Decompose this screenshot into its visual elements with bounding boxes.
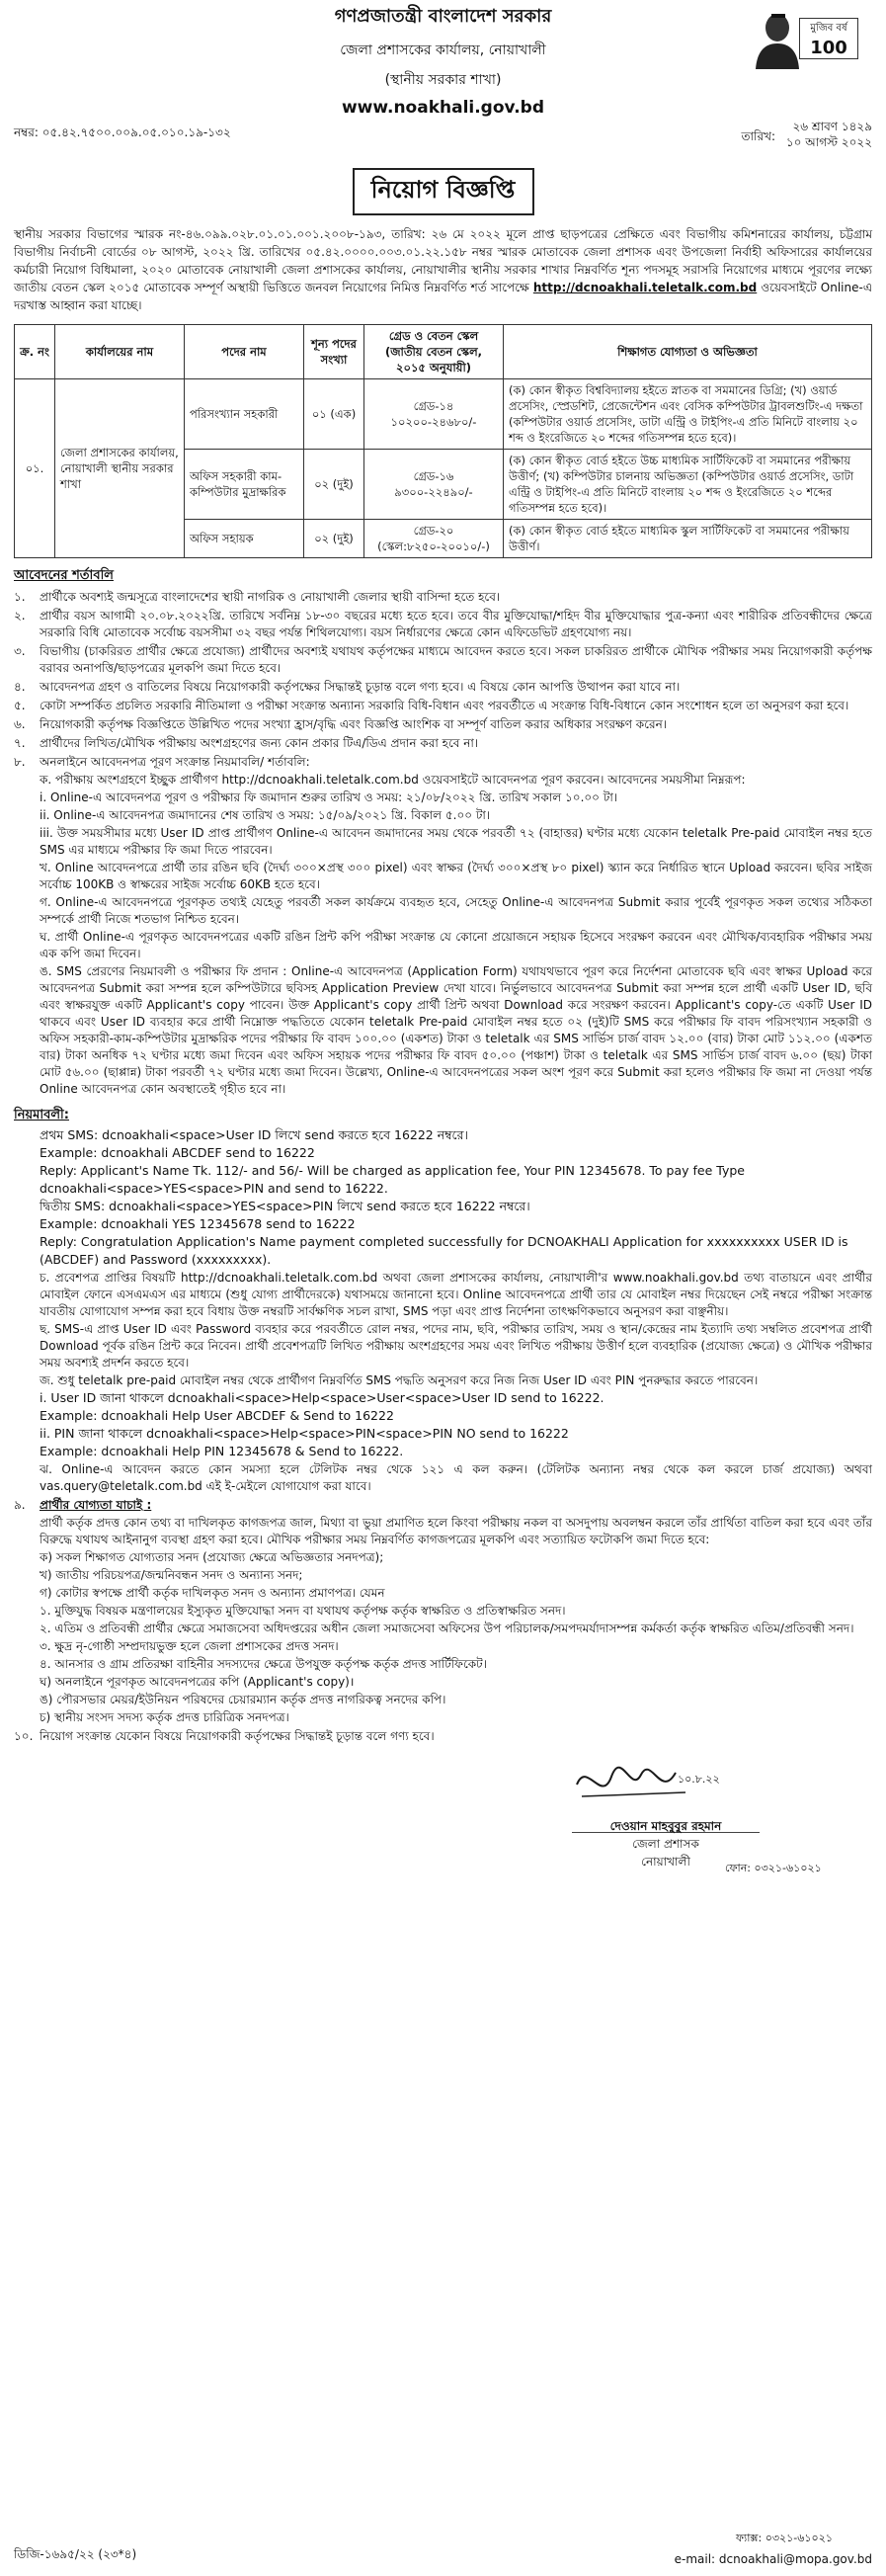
grade-text: গ্রেড-২০ (413, 524, 454, 538)
verification-item: ঘ) অনলাইনে পূরণকৃত আবেদনপত্রের কপি (Applicant's copy)। (40, 1675, 355, 1689)
condition-item (14, 735, 872, 752)
memo-number: নম্বর: ০৫.৪২.৭৫০০.০০৯.০৫.০১০.১৯-১৩২ (14, 125, 231, 139)
date-box (741, 119, 872, 150)
verification-item: চ) স্থানীয় সংসদ সদস্য কর্তৃক প্রদত্ত চারিত্রিক সনদপত্র। (40, 1710, 289, 1724)
sms-line: জ. শুধু teletalk pre-paid মোবাইল নম্বর থেকে প্রার্থীগণ নিম্নবর্ণিত SMS পদ্ধতি অনুসরণ করে নিজ নিজ User ID এবং PIN পুনরুদ্ধার করতে পারবেন। (40, 1373, 759, 1387)
verification-heading-row (14, 1497, 872, 1514)
signatory-office: নোয়াখালী (641, 1855, 690, 1869)
scale-text: ১০২০০-২৪৬৮০/- (390, 415, 477, 429)
intro-text: স্থানীয় সরকার বিভাগের স্মারক নং-৪৬.০৯৯.০২৮.০১.০১.০০১.২০০৮-১৯৩, তারিখ: ২৬ মে ২০২২ মূলে প্রাপ্ত ছাড়পত্রের প্রেক্ষিতে এবং বিভাগীয় কমিশনারের কার্যালয়, চট্টগ্রাম বিভাগীয় নির্বাচনী বোর্ডের ০৮ আগস্ট, ২০২২ খ্রি. তারিখের ০৫.৪২.০০০০.০০৩.০১.২২.১৫৮ নম্বর স্মারক মোতাবেক জেলা প্রশাসক এবং উপজেলা নির্বাহী অফিসারের কার্যালয়ের কর্মচারী নিয়োগ বিধিমালা, ২০২০ মোতাবেক নোয়াখালী জেলা প্রশাসকের কার্যালয়, নোয়াখালীর স্থানীয় সরকার শাখার নিম্নবর্ণিত শূন্য পদসমূহ সরাসরি নিয়োগের মাধ্যমে পূরণের লক্ষ্যে জাতীয় বেতন স্কেল ২০১৫ মোতাবেক সম্পূর্ণ অস্থায়ী ভিত্তিতে জনবল নিয়োগের নিমিত্ত নিম্নবর্ণিত শর্ত সাপেক্ষে (14, 227, 872, 294)
table-row (15, 379, 872, 450)
condition-item (14, 754, 872, 771)
clause-number: ৯. (14, 1498, 26, 1512)
sms-line: i. User ID জানা থাকলে dcnoakhali<space>Help<space>User<space>User ID send to 16222. (40, 1390, 604, 1405)
signature-block (14, 1749, 872, 1887)
clause-text: নিয়োগকারী কর্তৃপক্ষ বিজ্ঞপ্তিতে উল্লিখিত পদের সংখ্যা হ্রাস/বৃদ্ধি এবং বিজ্ঞপ্তি আংশিক বা সম্পূর্ণ বাতিল করার অধিকার সংরক্ষণ করেন। (40, 717, 668, 731)
count-cell: ০২ (দুই) (304, 450, 364, 520)
clause-text: কোটা সম্পর্কিত প্রচলিত সরকারি নীতিমালা ও পরীক্ষা সংক্রান্ত অন্যান্য সরকারি বিধি-বিধান এবং পরবর্তীতে এ সংক্রান্ত বিধি-বিধানে কোন সংশোধন হলে তা অনুসরণ করা হবে। (40, 699, 849, 712)
footer (14, 2531, 872, 2570)
clause-number: ১০. (14, 1729, 34, 1743)
clause-text: বিভাগীয় (চাকরিরত প্রার্থীর ক্ষেত্রে প্রযোজ্য) প্রার্থীদের অবশ্যই যথাযথ কর্তৃপক্ষের মাধ্যমে আবেদন করতে হবে। সকল চাকরিরত প্রার্থীকে মৌখিক পরীক্ষার সময় নিয়োগকারী কর্তৃপক্ষ বরাবর অনাপত্তি/ছাড়পত্রের মূলকপি জমা দিতে হবে। (40, 644, 872, 675)
sms-line: Example: dcnoakhali YES 12345678 send to 16222 (40, 1216, 356, 1231)
verification-intro: প্রার্থী কর্তৃক প্রদত্ত কোন তথ্য বা দাখিলকৃত কাগজপত্র জাল, মিথ্যা বা ভুয়া প্রমাণিত হলে কিংবা পরীক্ষায় নকল বা অসদুপায় অবলম্বন করলে তাঁর প্রার্থিতা বাতিল করা হবে এবং তাঁর বিরুদ্ধে যথাযথ আইনানুগ ব্যবস্থা গ্রহণ করা হবে। মৌখিক পরীক্ষার সময় নিম্নবর্ণিত কাগজপত্রের মূলকপি এবং সত্যায়িত ফটোকপি জমা দিতে হবে: (40, 1516, 872, 1546)
sms-line: Reply: Applicant's Name Tk. 112/- and 56/- Will be charged as application fee, Your PIN 12345678. To pay fee Type dcnoakhali<space>YES<space>PIN and send to 16222. (40, 1163, 745, 1196)
table-header-row (15, 325, 872, 379)
website-url[interactable]: www.noakhali.gov.bd (341, 98, 545, 118)
portrait-icon (748, 8, 803, 69)
post-cell: পরিসংখ্যান সহকারী (185, 379, 304, 450)
logo-text-number: 100 (810, 38, 847, 58)
date-label: তারিখ: (741, 129, 775, 143)
condition-item (14, 679, 872, 696)
grade-cell (364, 379, 504, 450)
scale-text: (স্কেল:৮২৫০-২০০১০/-) (377, 540, 490, 553)
verification-item: ৪. আনসার ও গ্রাম প্রতিরক্ষা বাহিনীর সদস্যদের ক্ষেত্রে উপযুক্ত কর্তৃপক্ষ কর্তৃক প্রদত্ত সার্টিফিকেট। (40, 1657, 487, 1671)
grade-cell (364, 450, 504, 520)
signature-scribble-icon (567, 1755, 725, 1810)
signatory-phone: ফোন: ০৩২১-৬১০২১ (725, 1862, 822, 1874)
qualification-cell: (ক) কোন স্বীকৃত বোর্ড হইতে মাধ্যমিক স্কুল সার্টিফিকেট বা সমমানের পরীক্ষায় উত্তীর্ণ। (504, 520, 872, 558)
online-rule: ঙ. SMS প্রেরণের নিয়মাবলী ও পরীক্ষার ফি প্রদান : Online-এ আবেদনপত্র (Application Form) যথাযথভাবে পূরণ করে নির্দেশনা মোতাবেক ছবি এবং স্বাক্ষর Upload করে আবেদনপত্র Submit করা সম্পন্ন হলে কম্পিউটারে ছবিসহ Application Preview দেখা যাবে। নির্ভুলভাবে আবেদনপত্র Submit করা সম্পন্ন হলে প্রার্থী একটি User ID, ছবি এবং স্বাক্ষরযুক্ত একটি Applicant's copy পাবেন। উক্ত Applicant's copy প্রার্থী প্রিন্ট অথবা Download করে সংরক্ষণ করবেন। Applicant's copy-তে একটি User ID থাকবে এবং User ID ব্যবহার করে প্রার্থী নিম্নোক্ত পদ্ধতিতে যেকোন teletalk Pre-paid মোবাইল নম্বর হতে ০২ (দুই)টি SMS করে পরীক্ষার ফি বাবদ পরিসংখ্যান সহকারী ও অফিস সহকারী-কাম-কম্পিউটার মুদ্রাক্ষরিক পদের পরীক্ষার ফি বাবদ ১০০.০০ (একশত) টাকা ও teletalk এর SMS সার্ভিস চার্জ বাবদ ১২.০০ (বার) টাকা মোট ১১২.০০ (একশত বার) টাকা অনধিক ৭২ ঘণ্টার মধ্যে জমা দিবেন এবং অফিস সহায়ক পদের পরীক্ষার ফি বাবদ ৫০.০০ (পঞ্চাশ) টাকা ও teletalk এর SMS সার্ভিস চার্জ বাবদ ৬.০০ (ছয়) টাকা মোট ৫৬.০০ (ছাপ্পান্ন) টাকা পরবর্তী ৭২ ঘণ্টার মধ্যে জমা দিবেন। উল্লেখ্য, Online-এ আবেদনপত্রের সকল অংশ পূরণ করে Submit করা হলেও পরীক্ষার ফি জমা না দেওয়া পর্যন্ত Online আবেদনপত্র কোন অবস্থাতেই গৃহীত হবে না। (40, 964, 872, 1096)
verification-item: ঙ) পৌরসভার মেয়র/ইউনিয়ন পরিষদের চেয়ারম্যান কর্তৃক প্রদত্ত নাগরিকত্ব সনদের কপি। (40, 1693, 446, 1706)
condition-item (14, 716, 872, 733)
qualification-cell: (ক) কোন স্বীকৃত বিশ্ববিদ্যালয় হইতে স্নাতক বা সমমানের ডিগ্রি; (খ) ওয়ার্ড প্রসেসিং, স্প্রেডশিট, প্রেজেন্টেশন এবং বেসিক কম্পিউটার ট্রাবলশুটিং-এ দক্ষতা (কম্পিউটার ওয়ার্ড প্রসেসিং, ডাটা এন্ট্রি ও টাইপিং-এ প্রতি মিনিটে বাংলায় ২০ শব্দ ও ইংরেজিতে ২০ শব্দের গতিসম্পন্ন হতে হবে)। (504, 379, 872, 450)
print-code: ডিজি-১৬৯৫/২২ (২৩*৪) (14, 2547, 137, 2561)
clause-text: প্রার্থীর বয়স আগামী ২০.০৮.২০২২খ্রি. তারিখে সর্বনিম্ন ১৮-৩০ বছরের মধ্যে হতে হবে। তবে বীর মুক্তিযোদ্ধা/শহিদ বীর মুক্তিযোদ্ধার পুত্র-কন্যা এবং শারীরিক প্রতিবন্ধীদের ক্ষেত্রে সরকারি বিধি মোতাবেক সর্বোচ্চ বয়সসীমা ৩২ বছর পর্যন্ত শিথিলযোগ্য। বয়স নির্ধারণের ক্ষেত্রে কোন এফিডেভিট গ্রহণযোগ্য নয়। (40, 609, 872, 639)
government-title: গণপ্রজাতন্ত্রী বাংলাদেশ সরকার (334, 6, 552, 27)
verification-heading: প্রার্থীর যোগ্যতা যাচাই : (40, 1498, 152, 1512)
col-office: কার্যালয়ের নাম (55, 325, 185, 379)
sms-line: Example: dcnoakhali Help User ABCDEF & Send to 16222 (40, 1408, 394, 1423)
sms-line: চ. প্রবেশপত্র প্রাপ্তির বিষয়টি http://dcnoakhali.teletalk.com.bd অথবা জেলা প্রশাসকের কার্যালয়, নোয়াখালী'র www.noakhali.gov.bd তথ্য বাতায়নে এবং প্রার্থীর মোবাইল ফোনে এসএমএস এর মাধ্যমে (শুধু যোগ্য প্রার্থীদেরকে) যথাসময়ে জানানো হবে। Online আবেদনপত্রে প্রার্থী তার যে মোবাইল নম্বর দিয়েছেন সেই নম্বরে পরীক্ষা সংক্রান্ত যাবতীয় যোগাযোগ সম্পন্ন করা হবে বিধায় উক্ত নম্বরটি সার্বক্ষণিক সচল রাখা, SMS পড়া এবং প্রাপ্ত নির্দেশনা তাৎক্ষণিকভাবে অনুসরণ করা বাঞ্ছনীয়। (40, 1271, 872, 1318)
post-cell: অফিস সহকারী কাম-কম্পিউটার মুদ্রাক্ষরিক (185, 450, 304, 520)
logo-text-top: মুজিব বর্ষ (810, 23, 847, 34)
col-serial: ক্র. নং (15, 325, 55, 379)
condition-item (14, 698, 872, 714)
sms-line: ii. PIN জানা থাকলে dcnoakhali<space>Help<space>PIN<space>PIN NO send to 16222 (40, 1426, 569, 1441)
mujib-year-logo (799, 18, 858, 59)
online-rule: i. Online-এ আবেদনপত্র পূরণ ও পরীক্ষার ফি জমাদান শুরুর তারিখ ও সময়: ২১/০৮/২০২২ খ্রি. তারিখ সকাল ১০.০০ টা। (40, 790, 618, 804)
verification-item: ৩. ক্ষুদ্র নৃ-গোষ্ঠী সম্প্রদায়ভুক্ত হলে জেলা প্রশাসকের প্রদত্ত সনদ। (40, 1639, 339, 1653)
signature-date: ১০.৮.২২ (678, 1773, 720, 1786)
sms-line: Reply: Congratulation Application's Name payment completed successfully for DCNOAKHALI Application for xxxxxxxxxx USER ID is (ABCDEF) and Password (xxxxxxxxx). (40, 1234, 848, 1267)
serial-cell: ০১. (15, 379, 55, 558)
clause-number: ১. (14, 590, 26, 604)
apply-link[interactable]: http://dcnoakhali.teletalk.com.bd (532, 281, 758, 294)
condition-item (14, 589, 872, 606)
condition-item (14, 643, 872, 677)
clause-number: ৩. (14, 644, 26, 658)
post-cell: অফিস সহায়ক (185, 520, 304, 558)
count-cell: ০২ (দুই) (304, 520, 364, 558)
sms-line: দ্বিতীয় SMS: dcnoakhali<space>YES<space>PIN লিখে send করতে হবে 16222 নম্বরে। (40, 1199, 530, 1213)
sms-line: ঝ. Online-এ আবেদন করতে কোন সমস্যা হলে টেলিটক নম্বর থেকে ১২১ এ কল করুন। (টেলিটক অন্যান্য নম্বর থেকে কল করলে চার্জ প্রযোজ্য) অথবা vas.query@teletalk.com.bd এই ই-মেইলে যোগাযোগ করা যাবে। (40, 1462, 872, 1493)
grade-text: গ্রেড-১৬ (413, 469, 454, 483)
intro-paragraph (14, 225, 872, 314)
date-bangla: ২৬ শ্রাবণ ১৪২৯ (792, 120, 872, 133)
col-post: পদের নাম (185, 325, 304, 379)
notice-title: নিয়োগ বিজ্ঞপ্তি (353, 168, 534, 215)
qualification-cell: (ক) কোন স্বীকৃত বোর্ড হইতে উচ্চ মাধ্যমিক সার্টিফিকেট বা সমমানের পরীক্ষায় উত্তীর্ণ; (খ) কম্পিউটার চালনায় অভিজ্ঞতা (কম্পিউটার ওয়ার্ড প্রসেসিং, ডাটা এন্ট্রি ও টাইপিং-এ প্রতি মিনিটে বাংলায় ২০ শব্দ ও ইংরেজিতে ২০ শব্দের গতিসম্পন্ন হতে হবে)। (504, 450, 872, 520)
conditions-heading: আবেদনের শর্তাবলি (14, 568, 114, 583)
clause-number: ২. (14, 609, 26, 623)
online-rule: গ. Online-এ আবেদনপত্রে পূরণকৃত তথ্যই যেহেতু পরবর্তী সকল কার্যক্রমে ব্যবহৃত হবে, সেহেতু Online-এ আবেদনপত্র Submit করার পূর্বেই পূরণকৃত সকল তথ্যের সঠিকতা সম্পর্কে প্রার্থী নিজে শতভাগ নিশ্চিত হবেন। (40, 895, 872, 926)
online-rule: iii. উক্ত সময়সীমার মধ্যে User ID প্রাপ্ত প্রার্থীগণ Online-এ আবেদন জমাদানের সময় থেকে পরবর্তী ৭২ (বাহাত্তর) ঘণ্টার মধ্যে যেকোন teletalk Pre-paid মোবাইল নম্বর হতে SMS এর মাধ্যমে পরীক্ষার ফি জমা দিতে পারবেন। (40, 826, 873, 857)
sms-line: Example: dcnoakhali Help PIN 12345678 & Send to 16222. (40, 1444, 404, 1458)
online-rule: ii. Online-এ আবেদনপত্র জমাদানের শেষ তারিখ ও সময়: ১৫/০৯/২০২১ খ্রি. বিকাল ৫.০০ টা। (40, 808, 491, 822)
signatory-name: দেওয়ান মাহবুবুর রহমান (609, 1819, 722, 1833)
office-name: জেলা প্রশাসকের কার্যালয়, নোয়াখালী (340, 42, 546, 58)
final-clause (14, 1728, 872, 1745)
verification-item: ২. এতিম ও প্রতিবন্ধী প্রার্থীর ক্ষেত্রে সমাজসেবা অধিদপ্তরের অধীন জেলা সমাজসেবা অফিসের উপ পরিচালক/সমপদমর্যাদাসম্পন্ন কর্মকর্তা কর্তৃক স্বাক্ষরিত এতিম/প্রতিবন্ধী সনদ। (40, 1621, 854, 1635)
col-count: শূন্য পদের সংখ্যা (304, 325, 364, 379)
office-cell: জেলা প্রশাসকের কার্যালয়, নোয়াখালী স্থানীয় সরকার শাখা (55, 379, 185, 558)
clause-text: প্রার্থীদের লিখিত/মৌখিক পরীক্ষায় অংশগ্রহণের জন্য কোন প্রকার টিএ/ডিএ প্রদান করা হবে না। (40, 736, 479, 750)
letterhead (14, 0, 872, 119)
clause-number: ৮. (14, 755, 26, 769)
reference-row (14, 119, 872, 160)
verification-item: গ) কোটার স্বপক্ষে প্রার্থী কর্তৃক দাখিলকৃত সনদ ও অন্যান্য প্রমাণপত্র। যেমন (40, 1586, 385, 1600)
clause-number: ৫. (14, 699, 26, 712)
verification-item: ক) সকল শিক্ষাগত যোগ্যতার সনদ (প্রযোজ্য ক্ষেত্রে অভিজ্ঞতার সনদপত্র); (40, 1550, 384, 1564)
online-rule: ঘ. প্রার্থী Online-এ পূরণকৃত আবেদনপত্রের একটি রঙিন প্রিন্ট কপি পরীক্ষা সংক্রান্ত যে কোনো প্রয়োজনে সহায়ক হিসেবে সংরক্ষণ করবেন এবং মৌখিক/ব্যবহারিক পরীক্ষার সময় এক কপি জমা দিবেন। (40, 930, 872, 960)
fax-number: ফ্যাক্স: ০৩২১-৬১০২১ (736, 2532, 833, 2544)
sms-rules-heading: নিয়মাবলী: (14, 1108, 69, 1122)
clause-number: ৭. (14, 736, 26, 750)
contact-email[interactable]: e-mail: dcnoakhali@mopa.gov.bd (674, 2552, 872, 2566)
branch-name: (স্থানীয় সরকার শাখা) (384, 72, 502, 88)
grade-cell (364, 520, 504, 558)
grade-text: গ্রেড-১৪ (413, 399, 454, 413)
sms-line: প্রথম SMS: dcnoakhali<space>User ID লিখে send করতে হবে 16222 নম্বরে। (40, 1127, 468, 1142)
clause-number: ৬. (14, 717, 26, 731)
sms-line: ছ. SMS-এ প্রাপ্ত User ID এবং Password ব্যবহার করে পরবর্তীতে রোল নম্বর, পদের নাম, ছবি, পরীক্ষার তারিখ, সময় ও স্থান/কেন্দ্রের নাম ইত্যাদি তথ্য সম্বলিত প্রবেশপত্র প্রার্থী Download পূর্বক রঙিন প্রিন্ট করে নিবেন। প্রার্থী প্রবেশপত্রটি লিখিত পরীক্ষায় অংশগ্রহণের সময় এবং লিখিত পরীক্ষায় উত্তীর্ণ হলে ব্যবহারিক (প্রযোজ্য ক্ষেত্রে) ও মৌখিক পরীক্ষার সময় অবশ্যই প্রদর্শন করতে হবে। (40, 1322, 872, 1370)
online-rule: খ. Online আবেদনপত্রে প্রার্থী তার রঙিন ছবি (দৈর্ঘ্য ৩০০×প্রস্থ ৩০০ pixel) এবং স্বাক্ষর (দৈর্ঘ্য ৩০০×প্রস্থ ৮০ pixel) স্ক্যান করে নির্ধারিত স্থানে Upload করবেন। ছবির সাইজ সর্বোচ্চ 100KB ও স্বাক্ষরের সাইজ সর্বোচ্চ 60KB হতে হবে। (40, 861, 872, 891)
clause-number: ৪. (14, 680, 26, 694)
verification-item: খ) জাতীয় পরিচয়পত্র/জন্মনিবন্ধন সনদ ও অন্যান্য সনদ; (40, 1568, 303, 1582)
col-grade: গ্রেড ও বেতন স্কেল (জাতীয় বেতন স্কেল, ২০১৫ অনুযায়ী) (364, 325, 504, 379)
clause-text: অনলাইনে আবেদনপত্র পূরণ সংক্রান্ত নিয়মাবলি/ শর্তাবলি: (40, 755, 310, 769)
col-qualification: শিক্ষাগত যোগ্যতা ও অভিজ্ঞতা (504, 325, 872, 379)
vacancy-table (14, 324, 872, 558)
clause-text: প্রার্থীকে অবশ্যই জন্মসূত্রে বাংলাদেশের স্থায়ী নাগরিক ও নোয়াখালী জেলার স্থায়ী বাসিন্দা হতে হবে। (40, 590, 501, 604)
intro-suffix: ওয়েবসাইটে Online-এ দরখাস্ত আহ্বান করা যাচ্ছে। (14, 281, 872, 312)
scale-text: ৯৩০০-২২৪৯০/- (394, 485, 473, 499)
clause-text: নিয়োগ সংক্রান্ত যেকোন বিষয়ে নিয়োগকারী কর্তৃপক্ষের সিদ্ধান্তই চূড়ান্ত বলে গণ্য হবে। (40, 1729, 435, 1743)
count-cell: ০১ (এক) (304, 379, 364, 450)
clause-text: আবেদনপত্র গ্রহণ ও বাতিলের বিষয়ে নিয়োগকারী কর্তৃপক্ষের সিদ্ধান্তই চূড়ান্ত বলে গণ্য হবে। এ বিষয়ে কোন আপত্তি উত্থাপন করা যাবে না। (40, 680, 681, 694)
condition-item (14, 608, 872, 641)
sms-line: Example: dcnoakhali ABCDEF send to 16222 (40, 1145, 315, 1160)
date-english: ১০ আগস্ট ২০২২ (785, 135, 872, 149)
signatory-designation: জেলা প্রশাসক (632, 1837, 699, 1851)
online-rule: ক. পরীক্ষায় অংশগ্রহণে ইচ্ছুক প্রার্থীগণ http://dcnoakhali.teletalk.com.bd ওয়েবসাইটে আবেদনপত্র পূরণ করবেন। আবেদনের সময়সীমা নিম্নরূপ: (40, 773, 746, 787)
verification-item: ১. মুক্তিযুদ্ধ বিষয়ক মন্ত্রণালয়ের ইস্যুকৃত মুক্তিযোদ্ধা সনদ বা যথাযথ কর্তৃপক্ষ কর্তৃক স্বাক্ষরিত ও প্রতিস্বাক্ষরিত সনদ। (40, 1604, 566, 1618)
